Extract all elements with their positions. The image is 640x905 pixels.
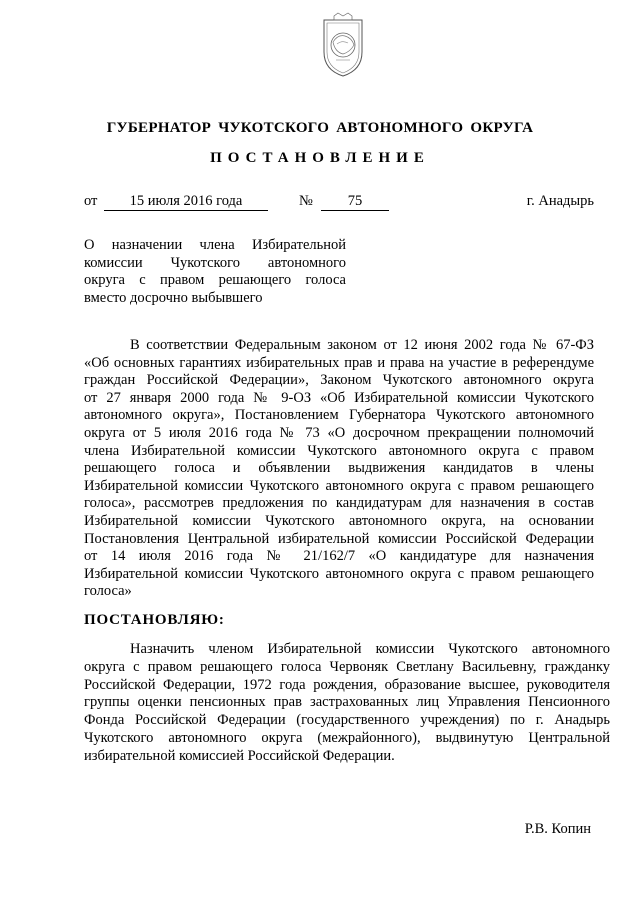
decree-line: избирательной комиссией Российской Федерации.: [84, 747, 395, 764]
preamble-line: Избирательной комиссии Чукотского автономного округа, на основании: [84, 512, 594, 529]
decree-line: Назначить членом Избирательной комиссии Чукотского автономного: [130, 641, 610, 657]
document-subject: [84, 237, 346, 307]
preamble-line: от 14 июля 2016 года № 21/162/7 «О кандидатуре для назначения: [84, 548, 594, 565]
preamble-line: округа от 5 июля 2016 года № 73 «О досрочном прекращении полномочий: [84, 424, 594, 441]
issuer-title: ГУБЕРНАТОР ЧУКОТСКОГО АВТОНОМНОГО ОКРУГА: [106, 120, 534, 136]
signatory-name: Р.В. Копин: [524, 821, 591, 837]
document-number: 75: [321, 193, 389, 211]
preamble-line: автономного округа», Постановлением Губернатора Чукотского автономного: [84, 407, 594, 424]
number-prefix: №: [299, 193, 313, 209]
decree-line: Чукотского автономного округа (межрайонного), выдвинутую Центральной: [84, 729, 610, 746]
document-date: 15 июля 2016 года: [104, 193, 268, 211]
date-prefix: от: [84, 193, 98, 209]
decree-line: округа с правом решающего голоса Червоняк Светлану Васильевну, гражданку: [84, 658, 610, 675]
preamble-line: Избирательной комиссии Чукотского автономного округа с правом решающего: [84, 477, 594, 494]
decree-paragraph: [84, 641, 610, 766]
preamble-line: члена Избирательной комиссии Чукотского автономного округа с правом: [84, 442, 594, 459]
subject-line: О назначении члена Избирательной: [84, 237, 346, 253]
preamble-line: В соответствии Федеральным законом от 12 июня 2002 года № 67-ФЗ: [130, 337, 594, 353]
subject-line: вместо досрочно выбывшего: [84, 289, 263, 306]
preamble-line: от 27 января 2000 года № 9-ОЗ «Об Избирательной комиссии Чукотского: [84, 389, 594, 406]
preamble-line: голоса»: [84, 583, 132, 600]
document-type-heading: ПОСТАНОВЛЕНИЕ: [210, 150, 430, 166]
preamble-paragraph: [84, 337, 594, 601]
decree-heading: ПОСТАНОВЛЯЮ:: [84, 612, 225, 628]
preamble-line: Постановления Центральной избирательной комиссии Российской Федерации: [84, 530, 594, 547]
coat-of-arms-emblem: [318, 12, 368, 80]
preamble-line: голоса», рассмотрев предложения по кандидатурам для назначения в состав: [84, 495, 594, 512]
preamble-line: Избирательной комиссии Чукотского автономного округа с правом решающего: [84, 565, 594, 582]
document-meta-row: [84, 193, 594, 213]
decree-line: Российской Федерации, 1972 года рождения, образование высшее, руководителя: [84, 676, 610, 693]
subject-line: округа с правом решающего голоса: [84, 272, 346, 288]
preamble-line: «Об основных гарантиях избирательных прав и права на участие в референдуме: [84, 354, 594, 371]
preamble-line: граждан Российской Федерации», Законом Чукотского автономного округа: [84, 372, 594, 389]
subject-line: комиссии Чукотского автономного: [84, 254, 346, 271]
decree-line: Фонда Российской Федерации (государственного учреждения) по г. Анадырь: [84, 712, 610, 729]
decree-line: группы оценки пенсионных прав застрахованных лиц Управления Пенсионного: [84, 694, 610, 711]
preamble-line: решающего голоса и объявлении выдвижения кандидатов в члены: [84, 460, 594, 477]
document-place: г. Анадырь: [526, 193, 594, 209]
